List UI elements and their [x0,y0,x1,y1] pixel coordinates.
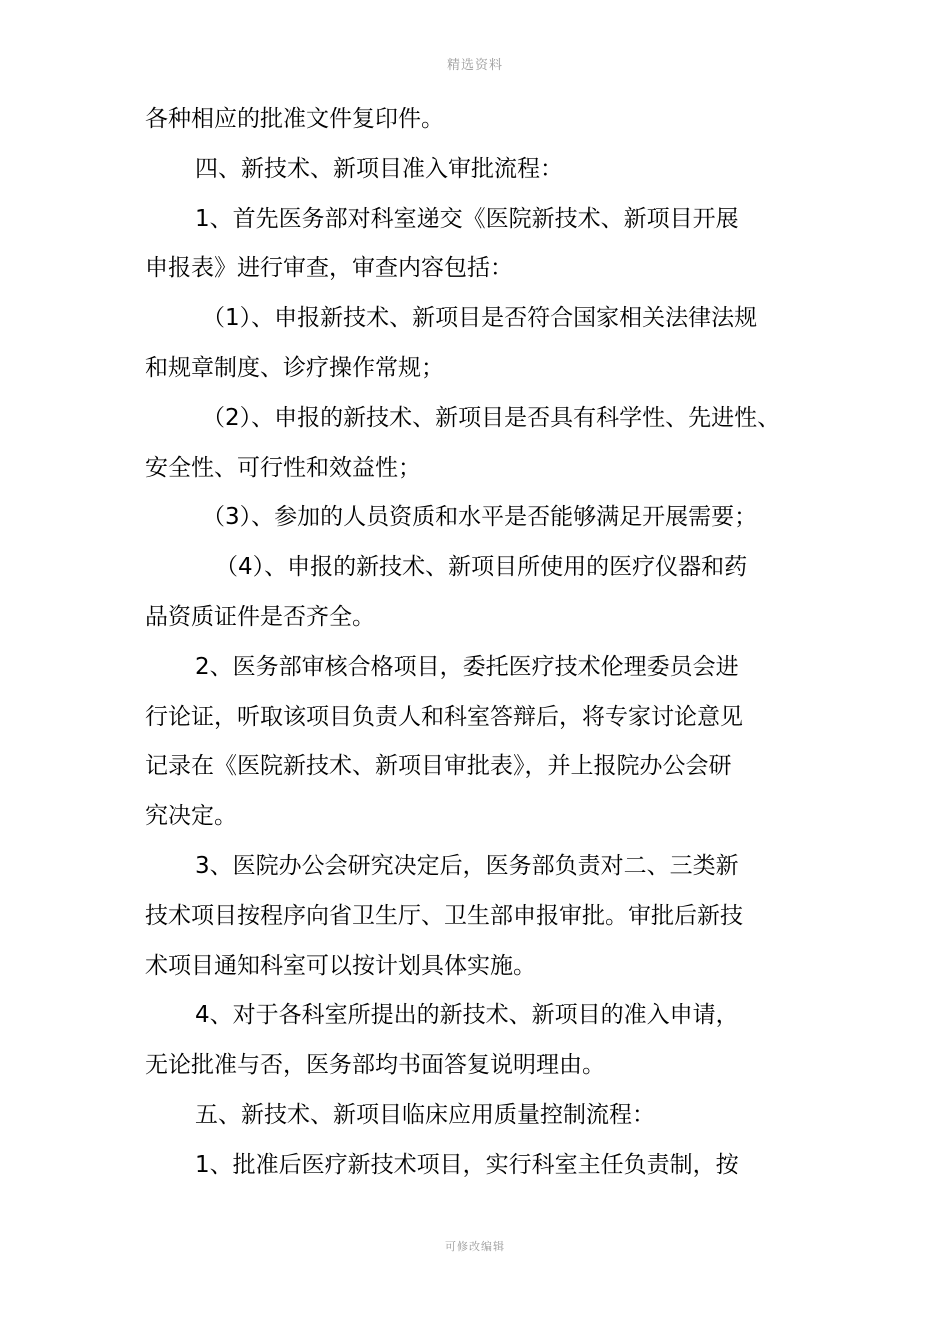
text-line: 各种相应的批准文件复印件。 [145,106,444,132]
text-line: 术项目通知科室可以按计划具体实施。 [145,952,536,979]
section-heading: 四、新技术、新项目准入审批流程： [195,155,563,182]
text-line: 1、批准后医疗新技术项目，实行科室主任负责制，按 [195,1151,739,1178]
text-line: 申报表》进行审查，审查内容包括： [145,255,513,282]
section-heading: 五、新技术、新项目临床应用质量控制流程： [195,1101,655,1128]
text-line: 1、首先医务部对科室递交《医院新技术、新项目开展 [195,205,739,232]
text-line: 3、医院办公会研究决定后，医务部负责对二、三类新 [195,852,739,879]
text-line: 记录在《医院新技术、新项目审批表》，并上报院办公会研 [145,753,732,780]
page-footer: 可修改编辑 [445,1240,505,1253]
text-line: 品资质证件是否齐全。 [145,603,375,630]
list-item: （1）、申报新技术、新项目是否符合国家相关法律法规 [202,305,758,332]
text-line: 和规章制度、诊疗操作常规； [145,354,444,381]
text-line: 2、医务部审核合格项目，委托医疗技术伦理委员会进 [195,653,739,680]
text-line: 技术项目按程序向省卫生厅、卫生部申报审批。审批后新技 [145,902,743,929]
text-line: 4、对于各科室所提出的新技术、新项目的准入申请， [195,1002,739,1029]
list-item: （4）、申报的新技术、新项目所使用的医疗仪器和药 [215,554,748,581]
text-line: 无论批准与否，医务部均书面答复说明理由。 [145,1052,605,1079]
list-item: （3）、参加的人员资质和水平是否能够满足开展需要； [202,504,758,531]
document-body [145,95,810,1191]
list-item: （2）、申报的新技术、新项目是否具有科学性、先进性、 [202,404,781,431]
page-header: 精选资料 [446,58,503,73]
text-line: 安全性、可行性和效益性； [145,454,421,481]
text-line: 行论证，听取该项目负责人和科室答辩后，将专家讨论意见 [145,703,743,730]
text-line: 究决定。 [145,803,237,830]
